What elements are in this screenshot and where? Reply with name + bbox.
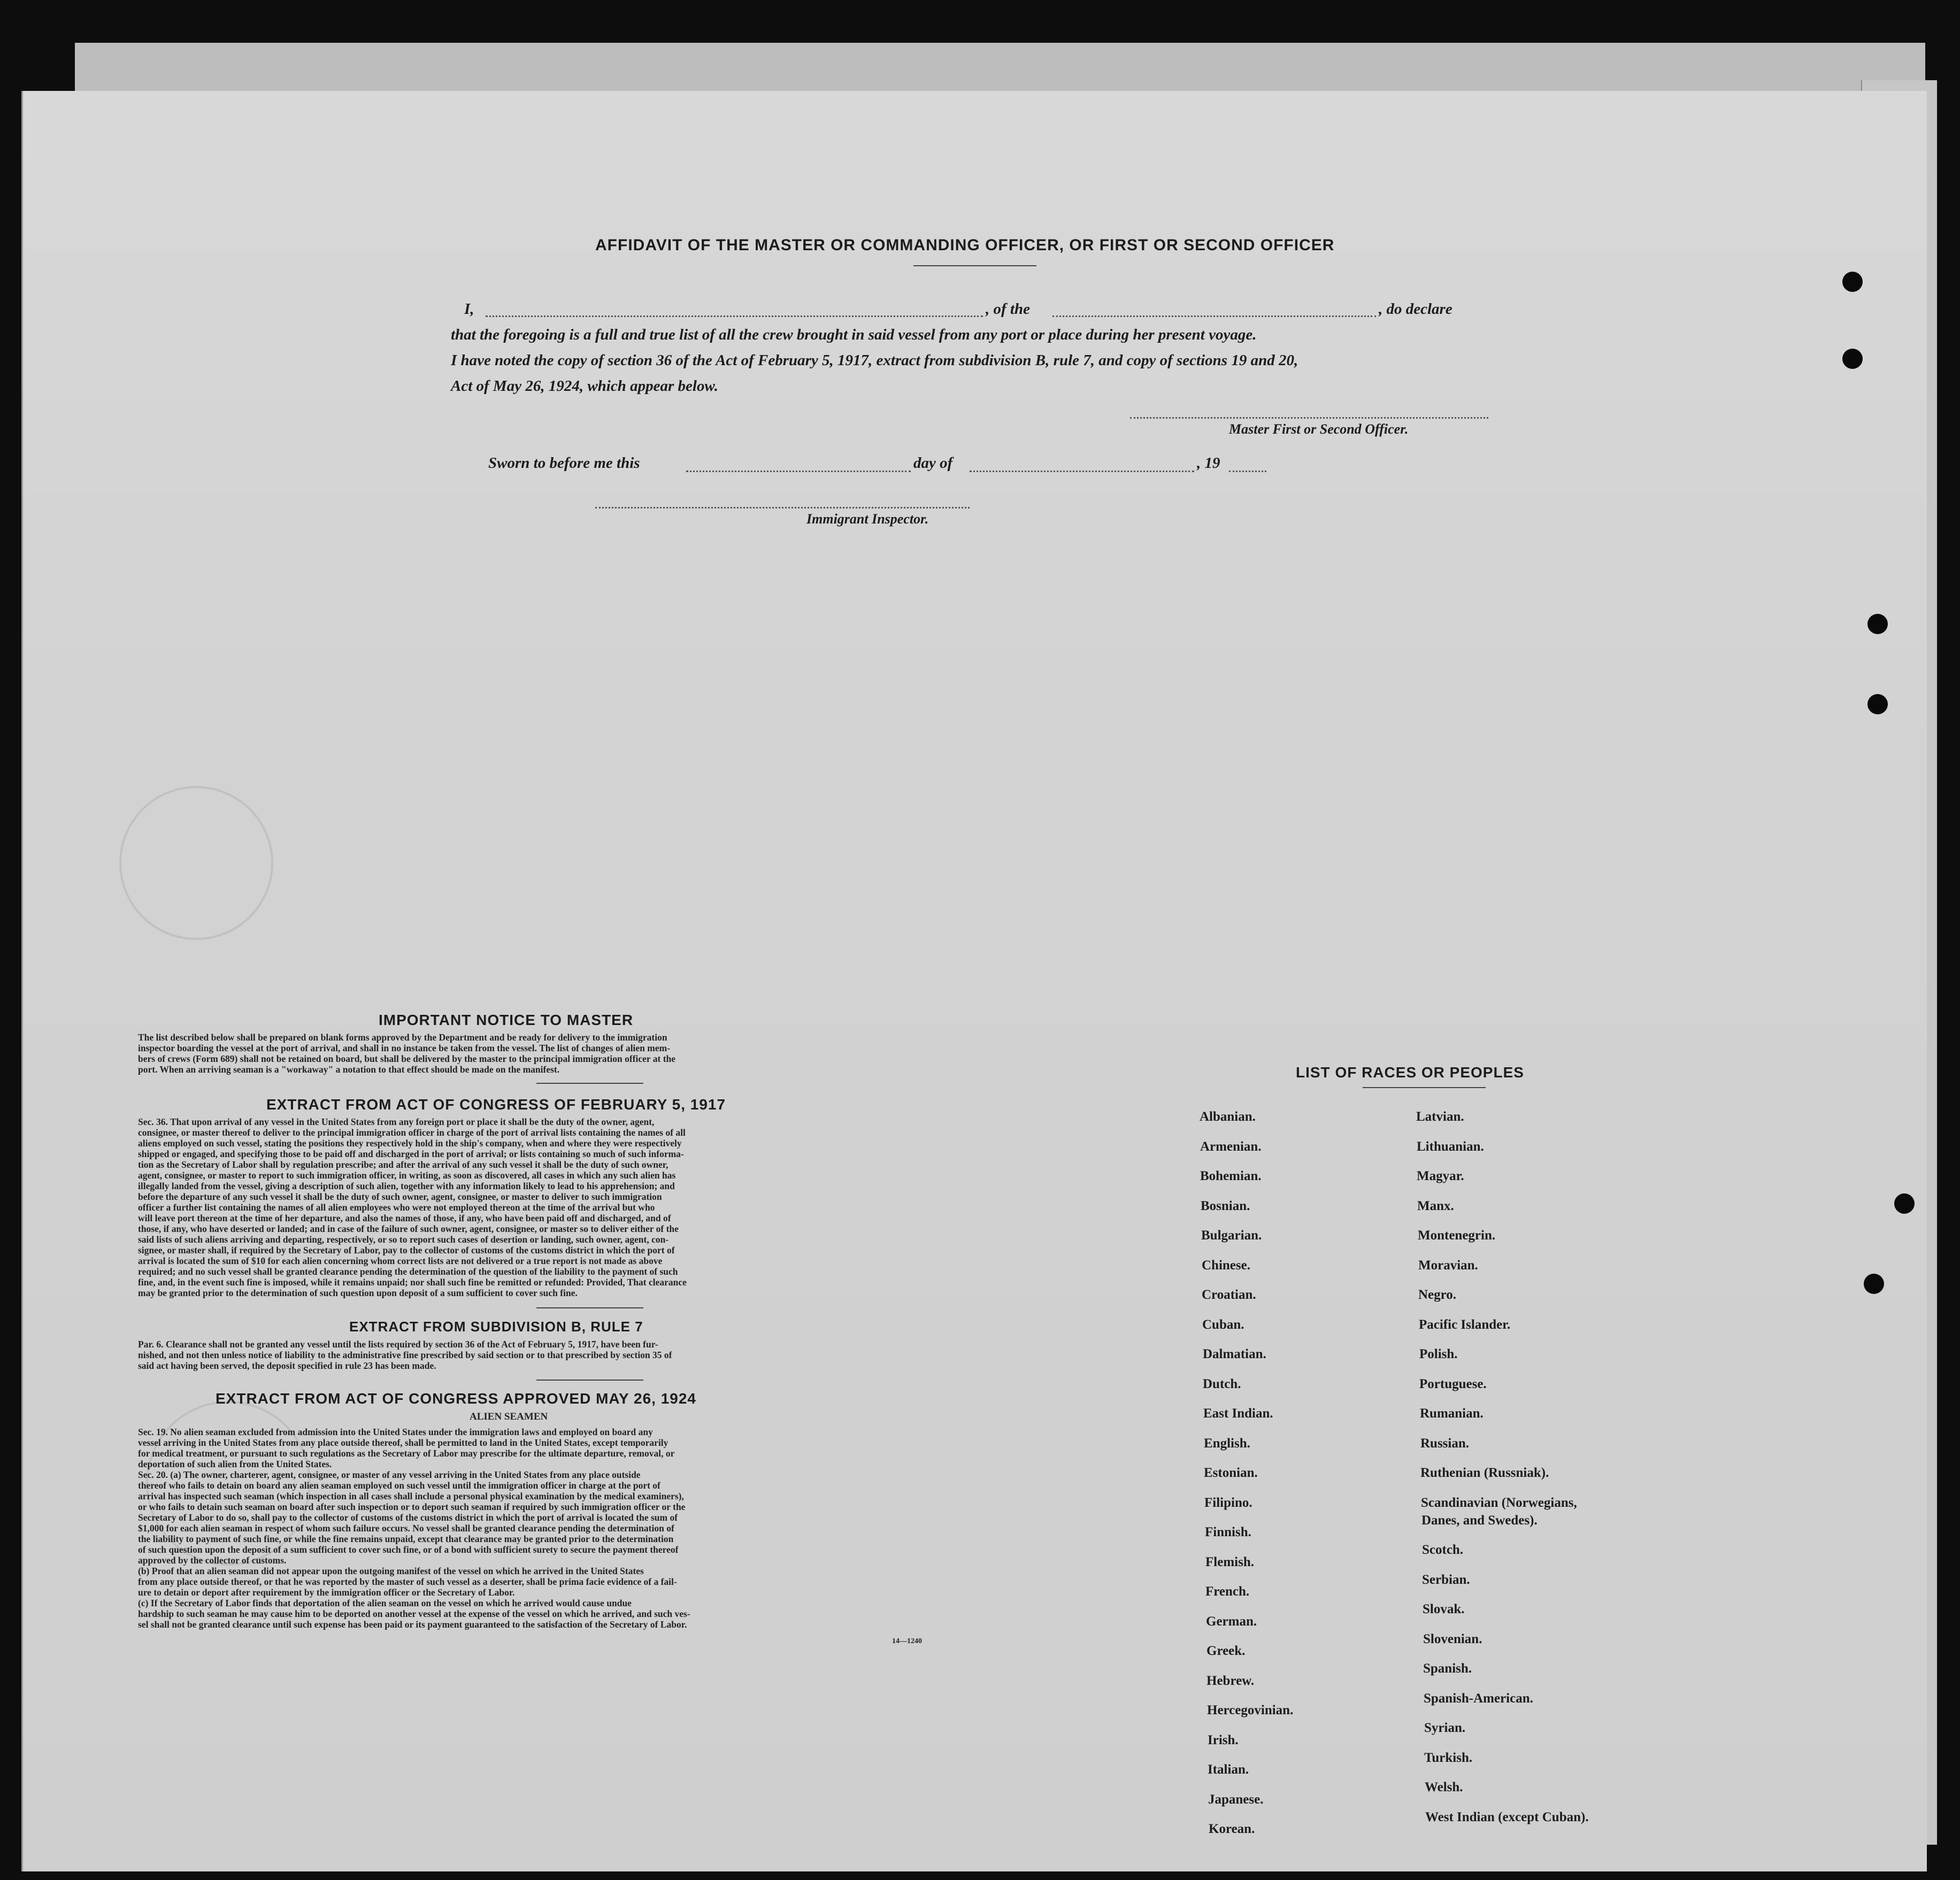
paragraph-line: nished, and not then unless notice of liability to the administrative fine prescribed by said section or to that prescribed by section 35 of [138, 1350, 672, 1360]
paragraph-line: from any place outside thereof, or that he was reported by the master of such vessel as a deserter, shall be prima facie evidence of a fail- [138, 1576, 677, 1587]
race-item: Latvian. [1416, 1109, 1464, 1124]
race-item: Slovenian. [1423, 1632, 1482, 1646]
races-title: LIST OF RACES OR PEOPLES [1296, 1064, 1524, 1081]
binder-hole [1864, 1274, 1884, 1294]
rule7-title: EXTRACT FROM SUBDIVISION B, RULE 7 [349, 1319, 643, 1335]
name-blank[interactable] [486, 315, 983, 317]
day-of-label: day of [913, 454, 953, 472]
paragraph-line: arrival is located the sum of $10 for each alien concerning whom correct lists are not delivered or a true report is not made as above [138, 1255, 663, 1266]
extract-1917-title: EXTRACT FROM ACT OF CONGRESS OF FEBRUARY 5, 1917 [266, 1096, 726, 1113]
paragraph-line: sel shall not be granted clearance until such expense has been paid or its payment guaranteed to the satisfaction of the Secretary of Labor. [138, 1619, 687, 1630]
year-label: , 19 [1197, 454, 1220, 472]
declare-label: , do declare [1379, 301, 1452, 318]
affidavit-i-label: I, [464, 301, 474, 318]
paragraph-line: ure to detain or deport after requirement by the immigration officer or the Secretary of Labor. [138, 1587, 515, 1598]
race-item: Russian. [1420, 1436, 1470, 1451]
section-rule [536, 1307, 643, 1308]
paragraph-line: tion as the Secretary of Labor shall by regulation prescribe; and after the arrival of any such vessel it shall be the duty of such owner, [138, 1159, 668, 1170]
race-item: Korean. [1209, 1822, 1255, 1836]
binder-hole [1867, 614, 1888, 634]
race-item: Portuguese. [1419, 1377, 1487, 1391]
extract-1917-body [138, 1116, 962, 1298]
paragraph-line: said act having been served, the deposit specified in rule 23 has been made. [138, 1360, 436, 1371]
race-item: English. [1204, 1436, 1250, 1451]
paragraph-line: Secretary of Labor to do so, shall pay to the collector of customs of the customs district in which the port of arrival is located the sum of [138, 1512, 678, 1523]
form-number: 14—1240 [892, 1637, 922, 1645]
inspector-label: Immigrant Inspector. [806, 511, 929, 527]
paragraph-line: of such question upon the deposit of a sum sufficient to cover such fine, or of a bond with sufficient surety to secure the payment thereof [138, 1544, 679, 1555]
paragraph-line: agent, consignee, or master to report to such immigration officer, in writing, as soon as discovered, all cases in which any such alien has [138, 1170, 676, 1181]
race-item: Serbian. [1422, 1573, 1470, 1587]
paragraph-line: approved by the collector of customs. [138, 1555, 287, 1566]
race-item: Hercegovinian. [1207, 1703, 1294, 1717]
paragraph-line: The list described below shall be prepared on blank forms approved by the Department and be ready for delivery to the immigration [138, 1032, 667, 1043]
paragraph-line: shipped or engaged, and specifying those to be paid off and discharged in the port of arrival; or lists containing so much of such informa- [138, 1149, 684, 1159]
paragraph-line: (c) If the Secretary of Labor finds that deportation of the alien seaman on the vessel on which he arrived would cause undue [138, 1598, 632, 1608]
paragraph-line: for medical treatment, or pursuant to such regulations as the Secretary of Labor may prescribe for the ultimate departure, removal, or [138, 1448, 675, 1459]
race-item: Scandinavian (Norwegians, [1421, 1496, 1577, 1510]
race-item: Moravian. [1418, 1258, 1478, 1273]
race-item: Spanish-American. [1424, 1691, 1533, 1706]
paragraph-line: fine, and, in the event such fine is imposed, while it remains unpaid; nor shall such fine be remitted or refunded: Provided, That clearance [138, 1277, 687, 1288]
paragraph-line: the liability to payment of such fine, or while the fine remains unpaid, except that clearance may be granted prior to the determination [138, 1534, 674, 1544]
paragraph-line: port. When an arriving seaman is a "workaway" a notation to that effect should be made on the manifest. [138, 1064, 560, 1075]
paragraph-line: thereof who fails to detain on board any alien seaman employed on such vessel until the immigration officer in charge at the port of [138, 1480, 660, 1491]
race-item: Ruthenian (Russniak). [1420, 1466, 1549, 1480]
affidavit-line-4: Act of May 26, 1924, which appear below. [451, 377, 718, 395]
race-item: Polish. [1419, 1347, 1458, 1361]
manifest-page [21, 91, 1927, 1871]
paragraph-line: may be granted prior to the determination of such question upon deposit of a sum sufficient to cover such fine. [138, 1288, 578, 1298]
paragraph-line: those, if any, who have deserted or landed; and in case of the failure of such owner, agent, consignee, or master so to deliver either of the [138, 1223, 679, 1234]
race-item: Manx. [1417, 1199, 1454, 1213]
race-item: Estonian. [1204, 1466, 1258, 1480]
binder-hole [1842, 349, 1863, 369]
race-item: Rumanian. [1420, 1406, 1484, 1421]
extract-1924-title: EXTRACT FROM ACT OF CONGRESS APPROVED MAY 26, 1924 [216, 1390, 696, 1407]
race-item: Lithuanian. [1417, 1139, 1484, 1154]
paragraph-line: bers of crews (Form 689) shall not be retained on board, but shall be delivered by the master to the principal immigration officer at the [138, 1053, 676, 1064]
section-rule [536, 1083, 643, 1084]
binder-hole [1894, 1193, 1915, 1214]
paragraph-line: Sec. 36. That upon arrival of any vessel in the United States from any foreign port or place it shall be the duty of the owner, agent, [138, 1116, 655, 1127]
paragraph-line: vessel arriving in the United States from any place outside thereof, shall be permitted to land in the United States, except temporarily [138, 1437, 668, 1448]
faded-stamp [119, 786, 273, 940]
notice-body [138, 1032, 962, 1075]
paragraph-line: illegally landed from the vessel, giving a description of such alien, together with any information likely to lead to his apprehension; and [138, 1181, 675, 1191]
paragraph-line: signee, or master shall, if required by the Secretary of Labor, pay to the collector of customs of the customs district in which the port of [138, 1245, 675, 1255]
paragraph-line: $1,000 for each alien seaman in respect of whom such failure occurs. No vessel shall be granted clearance pending the determination of [138, 1523, 674, 1534]
paragraph-line: or who fails to detain such seaman on board after such inspection or to deport such seaman if required by such immigration officer or the [138, 1501, 686, 1512]
vessel-blank[interactable] [1052, 315, 1376, 317]
inspector-signature-blank[interactable] [595, 507, 970, 508]
paragraph-line: will leave port thereon at the time of her departure, and also the names of those, if any, who have been paid off and discharged, and of [138, 1213, 671, 1223]
notice-title: IMPORTANT NOTICE TO MASTER [379, 1012, 634, 1028]
race-item: Slovak. [1423, 1602, 1465, 1616]
race-item: Danes, and Swedes). [1421, 1513, 1538, 1528]
race-item: Dutch. [1203, 1377, 1241, 1391]
paragraph-line: deportation of such alien from the United States. [138, 1459, 332, 1469]
race-item: Bosnian. [1201, 1199, 1250, 1213]
race-item: West Indian (except Cuban). [1425, 1810, 1589, 1824]
binder-hole [1842, 272, 1863, 292]
race-item: Spanish. [1423, 1661, 1472, 1676]
paragraph-line: inspector boarding the vessel at the port of arrival, and shall in no instance be taken from the vessel. The list of changes of alien mem- [138, 1043, 671, 1053]
affidavit-line-3: I have noted the copy of section 36 of the Act of February 5, 1917, extract from subdivision B, rule 7, and copy of sections 19 and 20, [451, 352, 1298, 369]
race-item: Armenian. [1200, 1139, 1262, 1154]
paragraph-line: said lists of such aliens arriving and departing, respectively, or so to report such cases of desertion or landing, such owner, agent, con- [138, 1234, 669, 1245]
race-item: Filipino. [1204, 1496, 1252, 1510]
master-signature-blank[interactable] [1130, 417, 1488, 419]
binder-hole [1867, 694, 1888, 714]
race-item: Bulgarian. [1201, 1228, 1262, 1243]
affidavit-line-2: that the foregoing is a full and true list of all the crew brought in said vessel from any port or place during her present voyage. [451, 326, 1257, 343]
paragraph-line: arrival has inspected such seaman (which inspection in all cases shall include a personal physical examination by the medical examiners), [138, 1491, 684, 1501]
race-item: Cuban. [1202, 1317, 1244, 1332]
title-rule [913, 265, 1036, 266]
race-item: Japanese. [1208, 1792, 1264, 1807]
alien-seamen-subtitle: ALIEN SEAMEN [470, 1411, 548, 1422]
race-item: Pacific Islander. [1419, 1317, 1511, 1332]
race-item: Italian. [1208, 1762, 1249, 1777]
race-item: Scotch. [1422, 1543, 1464, 1557]
race-item: Turkish. [1424, 1751, 1473, 1765]
race-item: French. [1205, 1584, 1250, 1599]
race-item: Finnish. [1205, 1525, 1251, 1539]
affidavit-title: AFFIDAVIT OF THE MASTER OR COMMANDING OFFICER, OR FIRST OR SECOND OFFICER [595, 236, 1335, 254]
year-blank[interactable] [1229, 471, 1266, 472]
race-item: Negro. [1418, 1288, 1457, 1302]
sworn-day-blank[interactable] [686, 471, 911, 472]
race-item: Flemish. [1205, 1555, 1254, 1569]
rule7-body [138, 1339, 962, 1371]
sworn-month-blank[interactable] [970, 471, 1194, 472]
paragraph-line: consignee, or master thereof to deliver to the principal immigration officer in charge of the port of arrival lists containing the names of all [138, 1127, 686, 1138]
paragraph-line: (b) Proof that an alien seaman did not appear upon the outgoing manifest of the vessel on which he arrived in the United States [138, 1566, 644, 1576]
section-rule [536, 1380, 643, 1381]
paragraph-line: required; and no such vessel shall be granted clearance pending the determination of the question of the liability to the payment of such [138, 1266, 678, 1277]
race-item: Hebrew. [1206, 1674, 1255, 1688]
races-title-rule [1363, 1087, 1486, 1088]
paragraph-line: officer a further list containing the names of all alien employees who were not employed thereon at the time of the arrival but who [138, 1202, 655, 1213]
race-item: Bohemian. [1200, 1169, 1262, 1183]
race-item: Albanian. [1200, 1109, 1256, 1124]
paragraph-line: Sec. 20. (a) The owner, charterer, agent, consignee, or master of any vessel arriving in the United States from any place outside [138, 1469, 641, 1480]
paragraph-line: hardship to such seaman he may cause him to be deported on another vessel at the expense of the vessel on which he arrived, and such ves- [138, 1608, 690, 1619]
master-signature-label: Master First or Second Officer. [1229, 421, 1409, 437]
sworn-label: Sworn to before me this [488, 454, 640, 472]
race-item: Montenegrin. [1418, 1228, 1496, 1243]
paragraph-line: Par. 6. Clearance shall not be granted any vessel until the lists required by section 36 of the Act of February 5, 1917, have been fur- [138, 1339, 658, 1350]
race-item: East Indian. [1203, 1406, 1273, 1421]
paragraph-line: before the departure of any such vessel it shall be the duty of such owner, agent, consignee, or master to deliver to such immigration [138, 1191, 662, 1202]
race-item: Greek. [1206, 1644, 1246, 1658]
extract-1924-body [138, 1427, 962, 1630]
race-item: Dalmatian. [1203, 1347, 1266, 1361]
paragraph-line: Sec. 19. No alien seaman excluded from admission into the United States under the immigration laws and employed on board any [138, 1427, 653, 1437]
race-item: German. [1206, 1614, 1257, 1629]
race-item: Welsh. [1425, 1780, 1463, 1794]
of-the-label: , of the [986, 301, 1030, 318]
race-item: Croatian. [1202, 1288, 1256, 1302]
race-item: Irish. [1208, 1733, 1239, 1747]
race-item: Chinese. [1202, 1258, 1250, 1273]
race-item: Magyar. [1417, 1169, 1464, 1183]
race-item: Syrian. [1424, 1721, 1466, 1735]
paragraph-line: aliens employed on such vessel, stating the positions they respectively hold in the ship's company, when and where they were respectively [138, 1138, 682, 1149]
